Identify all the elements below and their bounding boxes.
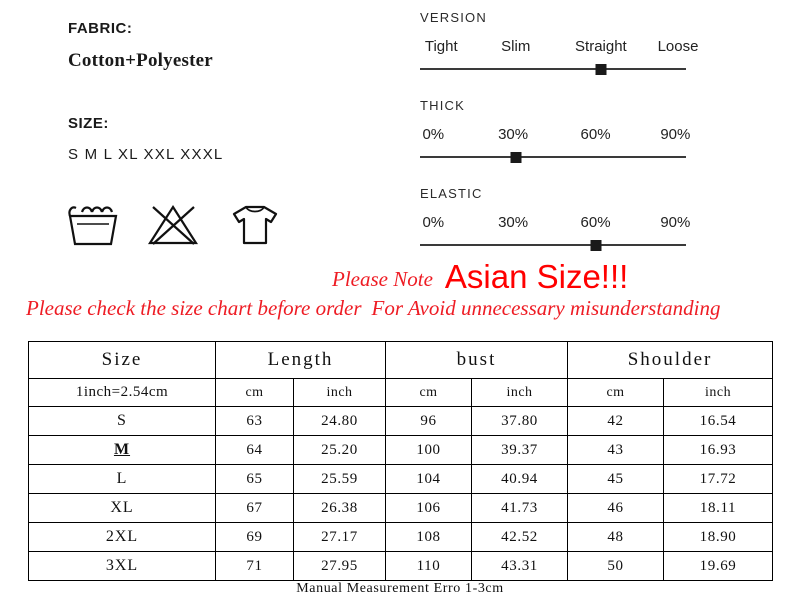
fabric-label: FABRIC: [68, 20, 133, 37]
row-shoulder-inch: 19.69 [664, 552, 773, 581]
fabric-size-column [0, 0, 400, 258]
slider-version-ticks [420, 38, 699, 58]
row-shoulder-cm: 43 [568, 436, 664, 465]
slider-elastic-knob[interactable] [590, 240, 601, 251]
row-shoulder-inch: 18.90 [664, 523, 773, 552]
slider-thick[interactable] [420, 98, 691, 162]
row-length-cm: 63 [216, 407, 294, 436]
row-size: L [29, 465, 216, 494]
subheader-bust-cm: cm [386, 379, 472, 407]
row-bust-inch: 39.37 [472, 436, 568, 465]
subheader-shoulder-inch: inch [664, 379, 773, 407]
subheader-length-inch: inch [294, 379, 386, 407]
row-bust-cm: 108 [386, 523, 472, 552]
slider-elastic-tick-0: 0% [422, 214, 445, 231]
row-shoulder-inch: 16.54 [664, 407, 773, 436]
row-length-cm: 67 [216, 494, 294, 523]
row-length-cm: 71 [216, 552, 294, 581]
row-bust-inch: 37.80 [472, 407, 568, 436]
row-bust-cm: 100 [386, 436, 472, 465]
table-row [29, 436, 773, 465]
notice-please-note: Please Note [332, 267, 433, 291]
slider-version-tick-0: Tight [424, 38, 458, 55]
slider-version-tick-3: Loose [657, 38, 699, 55]
slider-version-tick-2: Straight [575, 38, 627, 55]
slider-elastic-title: ELASTIC [420, 186, 483, 201]
size-label: SIZE: [68, 115, 109, 132]
notice-check-chart: Please check the size chart before order [26, 296, 362, 320]
do-not-bleach-icon [144, 198, 202, 255]
header-bust: bust [386, 342, 568, 379]
size-chart-table-wrapper [28, 341, 772, 581]
notice-asian-size: Asian Size!!! [444, 258, 629, 295]
table-subheader-row [29, 379, 773, 407]
notice-line-1 [332, 258, 628, 296]
slider-thick-track[interactable] [420, 152, 686, 162]
row-bust-cm: 106 [386, 494, 472, 523]
slider-thick-tick-3: 90% [660, 126, 691, 143]
notice-section [0, 258, 800, 338]
row-length-inch: 27.17 [294, 523, 386, 552]
header-length: Length [216, 342, 386, 379]
row-size: XL [29, 494, 216, 523]
slider-elastic-tick-1: 30% [498, 214, 529, 231]
slider-elastic-track[interactable] [420, 240, 686, 250]
row-bust-cm: 110 [386, 552, 472, 581]
row-length-inch: 24.80 [294, 407, 386, 436]
row-size: M [29, 436, 216, 465]
fabric-value: Cotton+Polyester [68, 50, 213, 71]
slider-elastic[interactable] [420, 186, 691, 250]
row-shoulder-cm: 45 [568, 465, 664, 494]
slider-elastic-ticks [420, 214, 691, 234]
table-row [29, 465, 773, 494]
row-length-inch: 25.20 [294, 436, 386, 465]
manual-measurement-note: Manual Measurement Erro 1-3cm [296, 581, 504, 596]
row-length-inch: 25.59 [294, 465, 386, 494]
row-bust-inch: 40.94 [472, 465, 568, 494]
row-size: S [29, 407, 216, 436]
table-header-row [29, 342, 773, 379]
slider-version-tick-1: Slim [501, 38, 531, 55]
notice-avoid-misunderstanding: For Avoid unnecessary misunderstanding [371, 296, 721, 320]
row-bust-inch: 42.52 [472, 523, 568, 552]
slider-thick-tick-0: 0% [422, 126, 445, 143]
subheader-length-cm: cm [216, 379, 294, 407]
slider-version-bar [420, 68, 686, 70]
subheader-shoulder-cm: cm [568, 379, 664, 407]
slider-thick-bar [420, 156, 686, 158]
slider-thick-title: THICK [420, 98, 465, 113]
row-length-inch: 27.95 [294, 552, 386, 581]
row-shoulder-inch: 18.11 [664, 494, 773, 523]
row-length-cm: 65 [216, 465, 294, 494]
subheader-conversion: 1inch=2.54cm [29, 379, 216, 407]
row-length-cm: 69 [216, 523, 294, 552]
row-length-inch: 26.38 [294, 494, 386, 523]
table-row [29, 494, 773, 523]
spec-section [0, 0, 800, 258]
row-size: 2XL [29, 523, 216, 552]
slider-version-knob[interactable] [595, 64, 606, 75]
row-shoulder-inch: 17.72 [664, 465, 773, 494]
table-row [29, 552, 773, 581]
table-row [29, 523, 773, 552]
row-size: 3XL [29, 552, 216, 581]
row-shoulder-cm: 50 [568, 552, 664, 581]
slider-thick-ticks [420, 126, 691, 146]
size-chart-table [28, 341, 773, 581]
care-instruction-icons [64, 198, 344, 258]
hand-wash-icon [64, 198, 122, 255]
header-size: Size [29, 342, 216, 379]
size-values: S M L XL XXL XXXL [68, 146, 224, 163]
row-bust-inch: 41.73 [472, 494, 568, 523]
row-shoulder-cm: 48 [568, 523, 664, 552]
slider-version-title: VERSION [420, 10, 487, 25]
row-bust-inch: 43.31 [472, 552, 568, 581]
slider-version[interactable] [420, 10, 699, 74]
row-bust-cm: 104 [386, 465, 472, 494]
row-shoulder-cm: 46 [568, 494, 664, 523]
slider-elastic-bar [420, 244, 686, 246]
tumble-dry-shirt-icon [226, 198, 284, 255]
slider-thick-tick-2: 60% [580, 126, 611, 143]
attribute-sliders [408, 0, 800, 258]
subheader-bust-inch: inch [472, 379, 568, 407]
slider-version-track[interactable] [420, 64, 686, 74]
slider-elastic-tick-3: 90% [660, 214, 691, 231]
row-length-cm: 64 [216, 436, 294, 465]
row-shoulder-cm: 42 [568, 407, 664, 436]
slider-thick-tick-1: 30% [498, 126, 529, 143]
row-bust-cm: 96 [386, 407, 472, 436]
row-shoulder-inch: 16.93 [664, 436, 773, 465]
table-row [29, 407, 773, 436]
notice-line-2 [26, 296, 721, 321]
header-shoulder: Shoulder [568, 342, 773, 379]
slider-elastic-tick-2: 60% [580, 214, 611, 231]
slider-thick-knob[interactable] [510, 152, 521, 163]
